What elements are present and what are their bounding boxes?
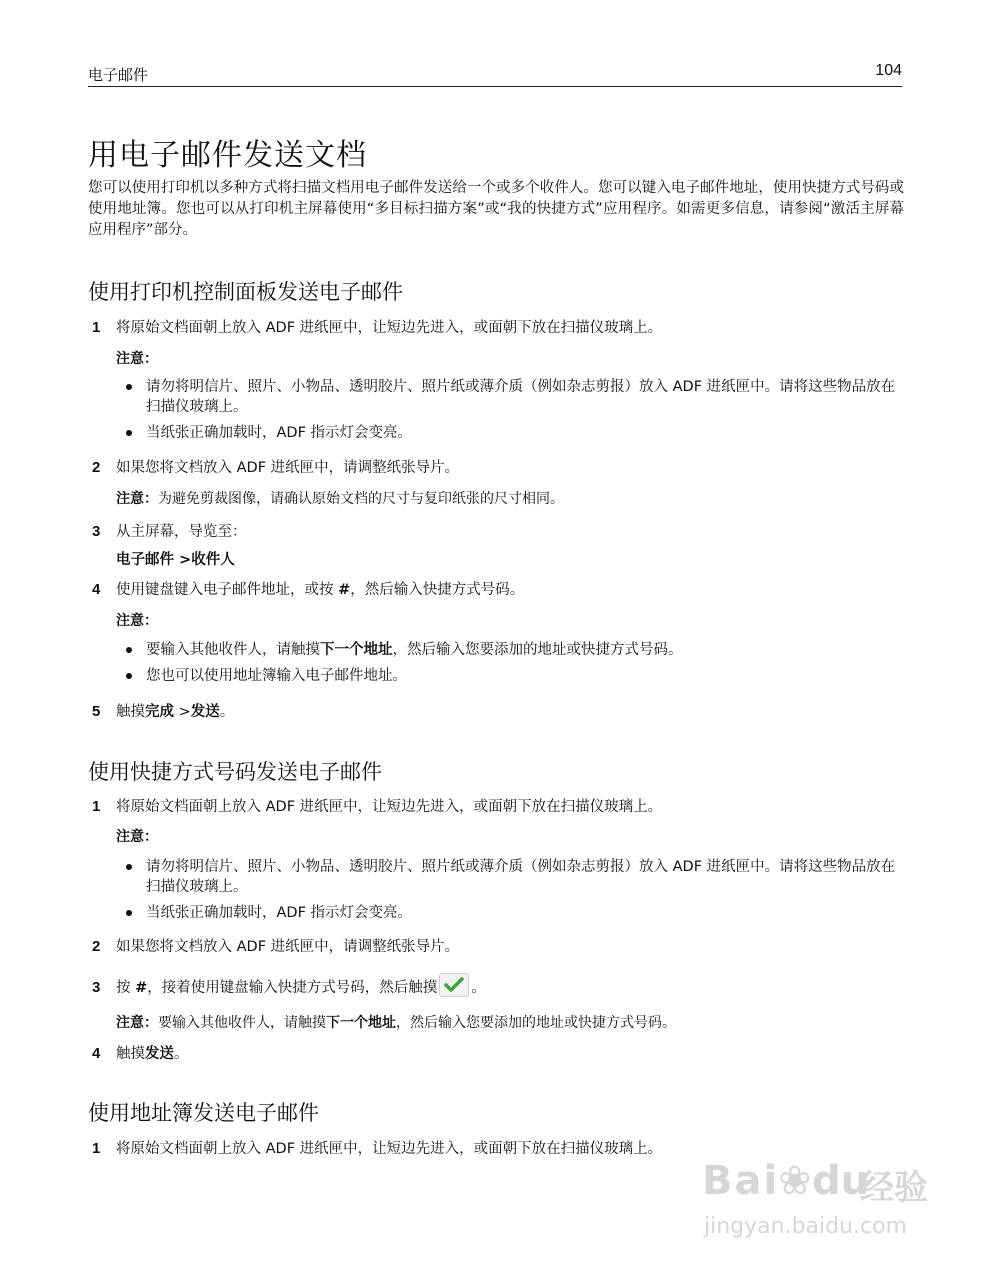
bullet-text: 当纸张正确加载时，ADF 指示灯会变亮。 — [146, 425, 413, 441]
bullet-icon — [126, 647, 132, 653]
watermark-paw-icon: ❀ — [778, 1158, 812, 1204]
step-text: 触摸 — [116, 704, 145, 720]
note-label-text: 注意： — [116, 1015, 158, 1031]
bullet-icon — [126, 673, 132, 679]
note-label-text: 注意： — [116, 829, 158, 845]
step-number: 5 — [92, 703, 101, 720]
send-label: 发送 — [145, 1046, 174, 1062]
bullet-icon — [126, 864, 132, 870]
hash-key: # — [338, 582, 351, 598]
note — [116, 488, 564, 508]
step-1 — [92, 1137, 662, 1158]
step-text: 使用键盘键入电子邮件地址，或按 — [116, 582, 339, 598]
note-label — [116, 610, 158, 630]
navigation-path: 电子邮件 >收件人 — [116, 552, 235, 568]
step-number: 1 — [92, 1140, 101, 1157]
page-header — [88, 64, 902, 87]
step-text: ，接着使用键盘输入快捷方式号码，然后触摸 — [147, 980, 438, 996]
page-number: 104 — [875, 62, 902, 79]
step-number: 3 — [92, 523, 101, 540]
step-text: 按 — [116, 980, 136, 996]
step-text: 。 — [174, 1046, 189, 1062]
watermark-url: jingyan.baidu.com — [704, 1214, 908, 1239]
step-number: 1 — [92, 798, 101, 815]
step-text: 触摸 — [116, 1046, 145, 1062]
bullet-item — [126, 377, 896, 417]
next-address-label: 下一个地址 — [326, 1015, 396, 1031]
step-number: 2 — [92, 938, 101, 955]
watermark-brand2: du — [812, 1158, 870, 1204]
step-text: 如果您将文档放入 ADF 进纸匣中，请调整纸张导片。 — [116, 939, 460, 955]
step-3 — [92, 520, 247, 541]
note-label-text: 注意： — [116, 491, 158, 507]
step-number: 1 — [92, 319, 101, 336]
step-number: 4 — [92, 581, 101, 598]
note-text: 为避免剪裁图像，请确认原始文档的尺寸与复印纸张的尺寸相同。 — [158, 491, 564, 507]
step-4 — [92, 1042, 189, 1063]
step-text: 如果您将文档放入 ADF 进纸匣中，请调整纸张导片。 — [116, 460, 460, 476]
bullet-item — [126, 423, 896, 443]
step-text: 将原始文档面朝上放入 ADF 进纸匣中，让短边先进入，或面朝下放在扫描仪玻璃上。 — [116, 320, 663, 336]
next-address-label: 下一个地址 — [320, 642, 393, 658]
step-2 — [92, 456, 459, 477]
bullet-item — [126, 857, 896, 897]
step-text: 将原始文档面朝上放入 ADF 进纸匣中，让短边先进入，或面朝下放在扫描仪玻璃上。 — [116, 799, 663, 815]
step-text: 从主屏幕，导览至： — [116, 524, 247, 540]
page-title: 用电子邮件发送文档 — [88, 138, 367, 173]
bullet-icon — [126, 430, 132, 436]
note-label-text: 注意： — [116, 351, 158, 367]
section-title-control-panel: 使用打印机控制面板发送电子邮件 — [88, 280, 403, 304]
note — [116, 1012, 676, 1032]
bullet-item — [126, 640, 896, 660]
note-label — [116, 826, 158, 846]
bullet-text: 请勿将明信片、照片、小物品、透明胶片、照片纸或薄介质（例如杂志剪报）放入 ADF 进纸匣中。请将这些物品放在扫描仪玻璃上。 — [146, 859, 896, 895]
done-label: 完成 — [145, 704, 174, 720]
step-text: ，然后输入快捷方式号码。 — [350, 582, 525, 598]
bullet-icon — [126, 910, 132, 916]
step-5 — [92, 700, 234, 721]
note-label-text: 注意： — [116, 613, 158, 629]
hash-key: # — [135, 980, 148, 996]
step-3 — [92, 976, 486, 1000]
header-title: 电子邮件 — [88, 66, 149, 84]
bullet-text: 您也可以使用地址簿输入电子邮件地址。 — [146, 668, 407, 684]
bullet-text — [146, 640, 896, 660]
section-title-address-book: 使用地址簿发送电子邮件 — [88, 1101, 319, 1125]
bullet-text-part: 要输入其他收件人，请触摸 — [146, 642, 320, 658]
bullet-item — [126, 903, 896, 923]
step-text: 。 — [219, 704, 235, 720]
bullet-icon — [126, 384, 132, 390]
step-number: 4 — [92, 1045, 101, 1062]
intro-paragraph: 您可以使用打印机以多种方式将扫描文档用电子邮件发送给一个或多个收件人。您可以键入电子邮件地址，使用快捷方式号码或使用地址簿。您也可以从打印机主屏幕使用“多目标扫描方案”或“我的快捷方式”应用程序。如需更多信息，请参阅“激活主屏幕应用程序”部分。 — [88, 180, 904, 238]
watermark-brand: Bai — [702, 1158, 780, 1204]
step-1 — [92, 316, 662, 337]
note-text: 要输入其他收件人，请触摸 — [158, 1015, 326, 1031]
step-text: > — [174, 704, 191, 720]
bullet-item — [126, 666, 896, 686]
bullet-text: 当纸张正确加载时，ADF 指示灯会变亮。 — [146, 905, 413, 921]
step-1 — [92, 795, 662, 816]
send-label: 发送 — [190, 704, 220, 720]
bullet-text-part: ，然后输入您要添加的地址或快捷方式号码。 — [392, 642, 683, 658]
step-4 — [92, 578, 524, 599]
step-number: 3 — [92, 979, 101, 996]
step-text: 。 — [471, 980, 486, 996]
step-text: 将原始文档面朝上放入 ADF 进纸匣中，让短边先进入，或面朝下放在扫描仪玻璃上。 — [116, 1141, 663, 1157]
note-label — [116, 348, 158, 368]
watermark-suffix: 经验 — [860, 1168, 928, 1208]
baidu-watermark — [700, 1150, 960, 1250]
step-number: 2 — [92, 459, 101, 476]
note-text: ，然后输入您要添加的地址或快捷方式号码。 — [396, 1015, 676, 1031]
section-title-shortcut: 使用快捷方式号码发送电子邮件 — [88, 760, 382, 784]
bullet-text: 请勿将明信片、照片、小物品、透明胶片、照片纸或薄介质（例如杂志剪报）放入 ADF 进纸匣中。请将这些物品放在扫描仪玻璃上。 — [146, 379, 896, 415]
checkmark-icon — [439, 973, 469, 997]
step-2 — [92, 935, 459, 956]
